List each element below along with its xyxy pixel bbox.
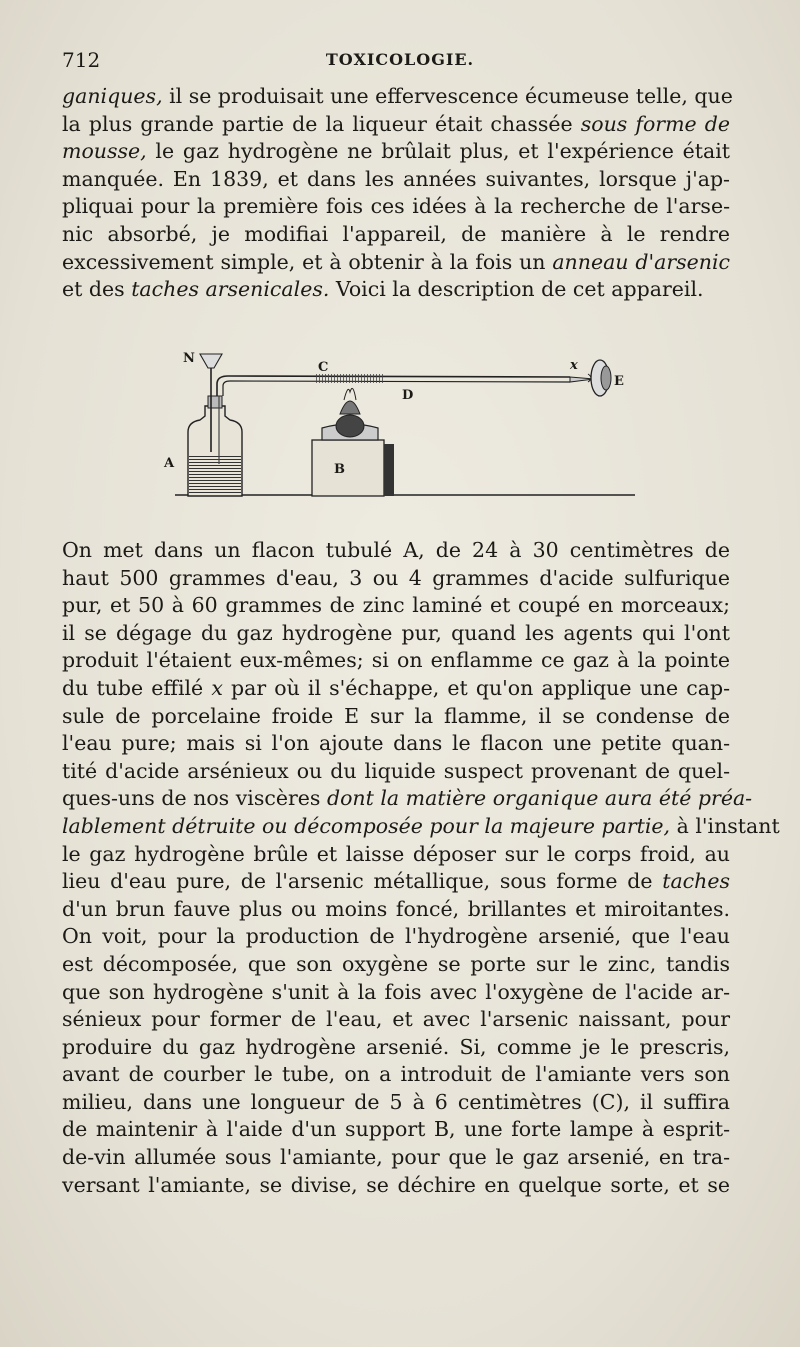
lamp-support-b: [312, 388, 394, 496]
text-line: [62, 1116, 730, 1144]
text-line: [62, 647, 730, 675]
italic-run: anneau d'arsenic: [552, 249, 731, 274]
text-run: du tube effilé: [62, 675, 212, 700]
text-run: sule de porcelaine froide E sur la flamme, il se condense de: [62, 703, 730, 728]
italic-run: dont la matière organique aura été préa-: [326, 786, 753, 811]
italic-run: lablement détruite ou décomposée pour la majeure partie,: [62, 813, 671, 838]
text-line: [62, 1172, 730, 1200]
text-line: [62, 620, 730, 648]
text-line: [62, 1144, 730, 1172]
label-d: D: [402, 388, 414, 403]
text-line: [62, 1006, 730, 1034]
text-line: [62, 730, 730, 758]
text-run: est décomposée, que son oxygène se porte sur le zinc, tandis: [62, 951, 730, 976]
text-run: nic absorbé, je modifiai l'appareil, de manière à le rendre: [62, 221, 730, 246]
text-line: [62, 675, 730, 703]
text-line: [62, 979, 730, 1007]
text-run: On met dans un flacon tubulé A, de 24 à 30 centimètres de: [62, 538, 730, 562]
text-run: haut 500 grammes d'eau, 3 ou 4 grammes d'acide sulfurique: [62, 565, 730, 590]
text-run: avant de courber le tube, on a introduit de l'amiante vers son: [62, 1062, 730, 1087]
text-run: l'eau pure; mais si l'on ajoute dans le flacon une petite quan-: [62, 731, 730, 756]
text-run: le gaz hydrogène ne brûlait plus, et l'expérience était: [146, 139, 730, 164]
text-run: de-vin allumée sous l'amiante, pour que le gaz arsenié, en tra-: [62, 1145, 730, 1170]
text-run: pliquai pour la première fois ces idées à la recherche de l'arse-: [62, 194, 730, 219]
label-b: B: [334, 462, 345, 477]
text-run: et des: [62, 277, 132, 302]
text-run: que son hydrogène s'unit à la fois avec l'oxygène de l'acide ar-: [62, 979, 730, 1004]
text-line: [62, 703, 730, 731]
text-run: le gaz hydrogène brûle et laisse déposer sur le corps froid, au: [62, 841, 730, 866]
text-line: [62, 868, 730, 896]
italic-run: taches arsenicales.: [131, 277, 330, 302]
text-line: [62, 1034, 730, 1062]
text-line: [62, 896, 730, 924]
italic-run: ganiques,: [62, 84, 163, 108]
label-x: x: [570, 358, 578, 373]
italic-run: taches: [662, 869, 730, 894]
label-a: A: [164, 456, 175, 471]
running-head: TOXICOLOGIE.: [325, 50, 475, 69]
text-line: [62, 193, 730, 221]
text-run: il se dégage du gaz hydrogène pur, quand les agents qui l'ont: [62, 620, 730, 645]
marsh-apparatus-figure: [150, 344, 640, 504]
text-run: d'un brun fauve plus ou moins foncé, brillantes et miroitantes.: [62, 896, 730, 921]
text-run: milieu, dans une longueur de 5 à 6 centimètres (C), il suffira: [62, 1089, 730, 1114]
label-c: C: [318, 360, 329, 375]
text-line: [62, 1061, 730, 1089]
text-run: manquée. En 1839, et dans les années suivantes, lorsque j'ap-: [62, 166, 730, 191]
text-run: versant l'amiante, se divise, se déchire en quelque sorte, et se: [62, 1172, 730, 1197]
text-line: [62, 537, 730, 565]
text-run: lieu d'eau pure, de l'arsenic métallique, sous forme de: [62, 869, 663, 894]
text-line: [62, 1089, 730, 1117]
text-run: la plus grande partie de la liqueur était chassée: [62, 111, 581, 136]
italic-run: sous forme de: [580, 111, 730, 136]
text-run: produit l'étaient eux-mêmes; si on enflamme ce gaz à la pointe: [62, 648, 730, 673]
text-run: On voit, pour la production de l'hydrogène arsenié, que l'eau: [62, 924, 730, 949]
text-run: tité d'acide arsénieux ou du liquide suspect provenant de quel-: [62, 758, 730, 783]
page-number: 712: [62, 48, 101, 72]
text-run: Voici la description de cet appareil.: [329, 277, 704, 302]
text-line: [62, 951, 730, 979]
text-line: [62, 249, 730, 277]
text-line: [62, 276, 730, 304]
text-run: pur, et 50 à 60 grammes de zinc laminé et coupé en morceaux;: [62, 593, 730, 618]
text-line: [62, 923, 730, 951]
text-run: produire du gaz hydrogène arsenié. Si, comme je le prescris,: [62, 1034, 730, 1059]
asbestos-c: [315, 374, 385, 383]
text-line: [62, 841, 730, 869]
apparatus-drawing: [150, 344, 640, 504]
text-line: [62, 758, 730, 786]
text-run: excessivement simple, et à obtenir à la fois un: [62, 249, 553, 274]
text-run: de maintenir à l'aide d'un support B, une forte lampe à esprit-: [62, 1117, 730, 1142]
paragraph-1: [62, 83, 733, 304]
capsule-e: [588, 360, 611, 396]
text-line: [62, 83, 733, 111]
text-line: [62, 592, 730, 620]
text-line: [62, 221, 730, 249]
text-line: [62, 138, 730, 166]
italic-run: x: [211, 675, 223, 700]
text-run: par où il s'échappe, et qu'on applique une cap-: [222, 675, 730, 700]
text-run: à l'instant: [670, 813, 780, 838]
text-line: [62, 166, 730, 194]
paragraph-2: [62, 537, 780, 1199]
label-e: E: [614, 374, 624, 389]
text-line: [62, 813, 780, 841]
text-run: ques-uns de nos viscères: [62, 786, 327, 811]
text-run: sénieux pour former de l'eau, et avec l'arsenic naissant, pour: [62, 1007, 730, 1032]
text-run: il se produisait une effervescence écumeuse telle, que: [162, 84, 733, 108]
text-line: [62, 785, 753, 813]
text-line: [62, 565, 730, 593]
italic-run: mousse,: [62, 139, 147, 164]
label-n: N: [183, 351, 195, 366]
text-line: [62, 111, 730, 139]
